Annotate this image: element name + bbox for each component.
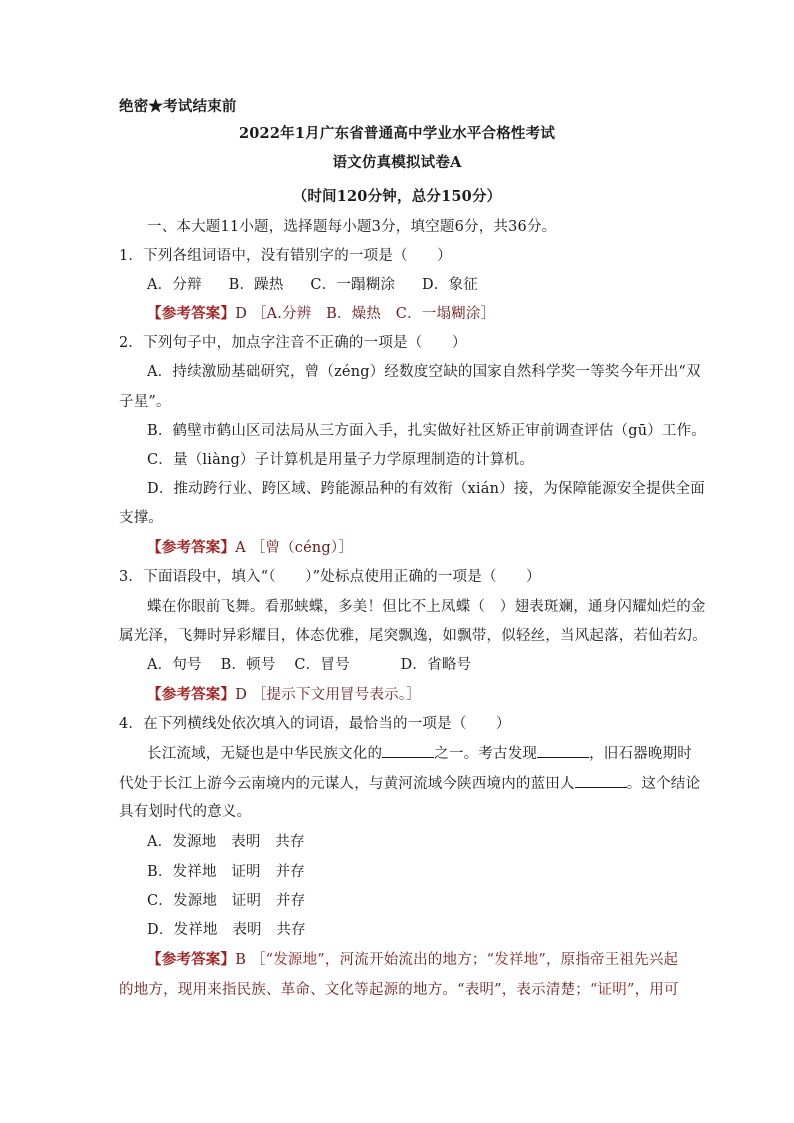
q2-option-d-line2: 支撑。 xyxy=(119,510,164,526)
q1-options xyxy=(147,275,478,295)
q1-answer-note: ［A.分辨 B．燥热 C．一塌糊涂］ xyxy=(251,306,496,322)
q4-text-2a: 代处于长江上游今云南境内的元谋人，与黄河流域今陕西境内的蓝田人 xyxy=(119,776,575,792)
q4-answer-line2 xyxy=(119,980,679,1000)
time-info: （时间120分钟，总分150分） xyxy=(292,188,502,205)
q3-answer-letter: D xyxy=(235,687,248,703)
q4-note-c: ，河流开始流出的地方； xyxy=(324,952,487,968)
q1-option-a: A．分辩 xyxy=(147,277,202,293)
blank-line xyxy=(575,773,627,788)
q4-note-a: ［ xyxy=(250,952,266,968)
q3-answer-note: ［提示下文用冒号表示。］ xyxy=(251,687,421,703)
q4-option-d: D．发祥地 表明 共存 xyxy=(147,922,306,938)
q1-stem: 1．下列各组词语中，没有错别字的一项是（ ） xyxy=(119,248,452,264)
q4-text-1b: 之一。考古发现 xyxy=(434,746,538,762)
q4-option-b: B．发祥地 证明 并存 xyxy=(147,864,305,880)
q2-option-a-line1: A．持续激励基础研究，曾（zéng）经数度空缺的国家自然科学奖一等奖今年开出“双 xyxy=(147,364,701,380)
q1-option-b: B．躁热 xyxy=(228,277,284,293)
q2-answer-note: ［曾（céng）］ xyxy=(250,540,354,556)
q4-passage-line2 xyxy=(119,773,700,794)
q3-option-c: C．冒号 xyxy=(294,657,350,673)
q2-option-a-line2: 子星”。 xyxy=(119,394,171,410)
answer-label: 【参考答案】 xyxy=(147,951,236,968)
q1-answer xyxy=(147,304,495,324)
q4-option-a: A．发源地 表明 共存 xyxy=(147,834,305,850)
blank-line xyxy=(382,743,434,758)
secret-label: 绝密★考试结束前 xyxy=(119,98,237,115)
q4-text-2b: 。这个结论 xyxy=(626,776,701,792)
q2-stem: 2．下列句子中，加点字注音不正确的一项是（ ） xyxy=(119,335,467,351)
q3-stem: 3．下面语段中，填入“（ ）”处标点使用正确的一项是（ ） xyxy=(119,569,541,585)
q4-text-1a: 长江流域，无疑也是中华民族文化的 xyxy=(147,746,383,762)
q4-passage-line1 xyxy=(147,743,692,764)
q3-answer xyxy=(147,685,421,705)
q3-option-d: D．省略号 xyxy=(400,657,472,673)
q4-text-1c: ，旧石器晚期时 xyxy=(589,746,693,762)
q3-option-a: A．句号 xyxy=(147,657,202,673)
exam-subtitle: 语文仿真模拟试卷A xyxy=(332,154,462,171)
q2-answer-letter: A xyxy=(235,540,246,556)
q4-note2-b: “证明” xyxy=(589,982,635,998)
q2-option-c: C．量（liàng）子计算机是用量子力学原理制造的计算机。 xyxy=(147,452,534,468)
q4-option-c: C．发源地 证明 并存 xyxy=(147,893,306,909)
q4-passage-line3: 具有划时代的意义。 xyxy=(119,804,252,820)
q1-answer-letter: D xyxy=(235,306,248,322)
q1-option-d: D．象征 xyxy=(421,277,478,293)
q3-passage-line1: 蝶在你眼前飞舞。看那蛱蝶，多美！但比不上凤蝶（ ）翅表斑斓，通身闪耀灿烂的金 xyxy=(147,599,706,615)
q4-note2-c: ，用可 xyxy=(634,982,679,998)
q4-answer-line1 xyxy=(147,950,678,970)
answer-label: 【参考答案】 xyxy=(147,686,236,703)
blank-line xyxy=(537,743,589,758)
q4-answer-letter: B xyxy=(235,952,247,968)
section-heading: 一、本大题11小题，选择题每小题3分，填空题6分，共36分。 xyxy=(147,219,557,235)
answer-label: 【参考答案】 xyxy=(147,539,236,556)
q2-option-b: B．鹤壁市鹤山区司法局从三方面入手，扎实做好社区矫正审前调查评估（gū）工作。 xyxy=(147,423,707,439)
q4-note-e: ，原指帝王祖先兴起 xyxy=(545,952,679,968)
exam-title: 2022年1月广东省普通高中学业水平合格性考试 xyxy=(238,125,556,142)
q2-option-d-line1: D．推动跨行业、跨区域、跨能源品种的有效衔（xián）接，为保障能源安全提供全面 xyxy=(147,481,705,497)
q2-answer xyxy=(147,538,353,558)
q4-stem: 4．在下列横线处依次填入的词语，最恰当的一项是（ ） xyxy=(119,716,511,732)
q4-note-b: “发源地” xyxy=(265,952,325,968)
q3-options xyxy=(147,655,471,675)
q3-option-b: B．顿号 xyxy=(220,657,276,673)
answer-label: 【参考答案】 xyxy=(147,305,236,322)
q1-option-c: C．一蹋糊涂 xyxy=(310,277,396,293)
q4-note2-a: 的地方，现用来指民族、革命、文化等起源的地方。“表明”，表示清楚； xyxy=(119,982,590,998)
q4-note-d: “发祥地” xyxy=(486,952,546,968)
q3-passage-line2: 属光泽，飞舞时异彩耀目，体态优雅，尾突飘逸，如飘带，似轻丝，当风起落，若仙若幻。 xyxy=(119,628,707,644)
